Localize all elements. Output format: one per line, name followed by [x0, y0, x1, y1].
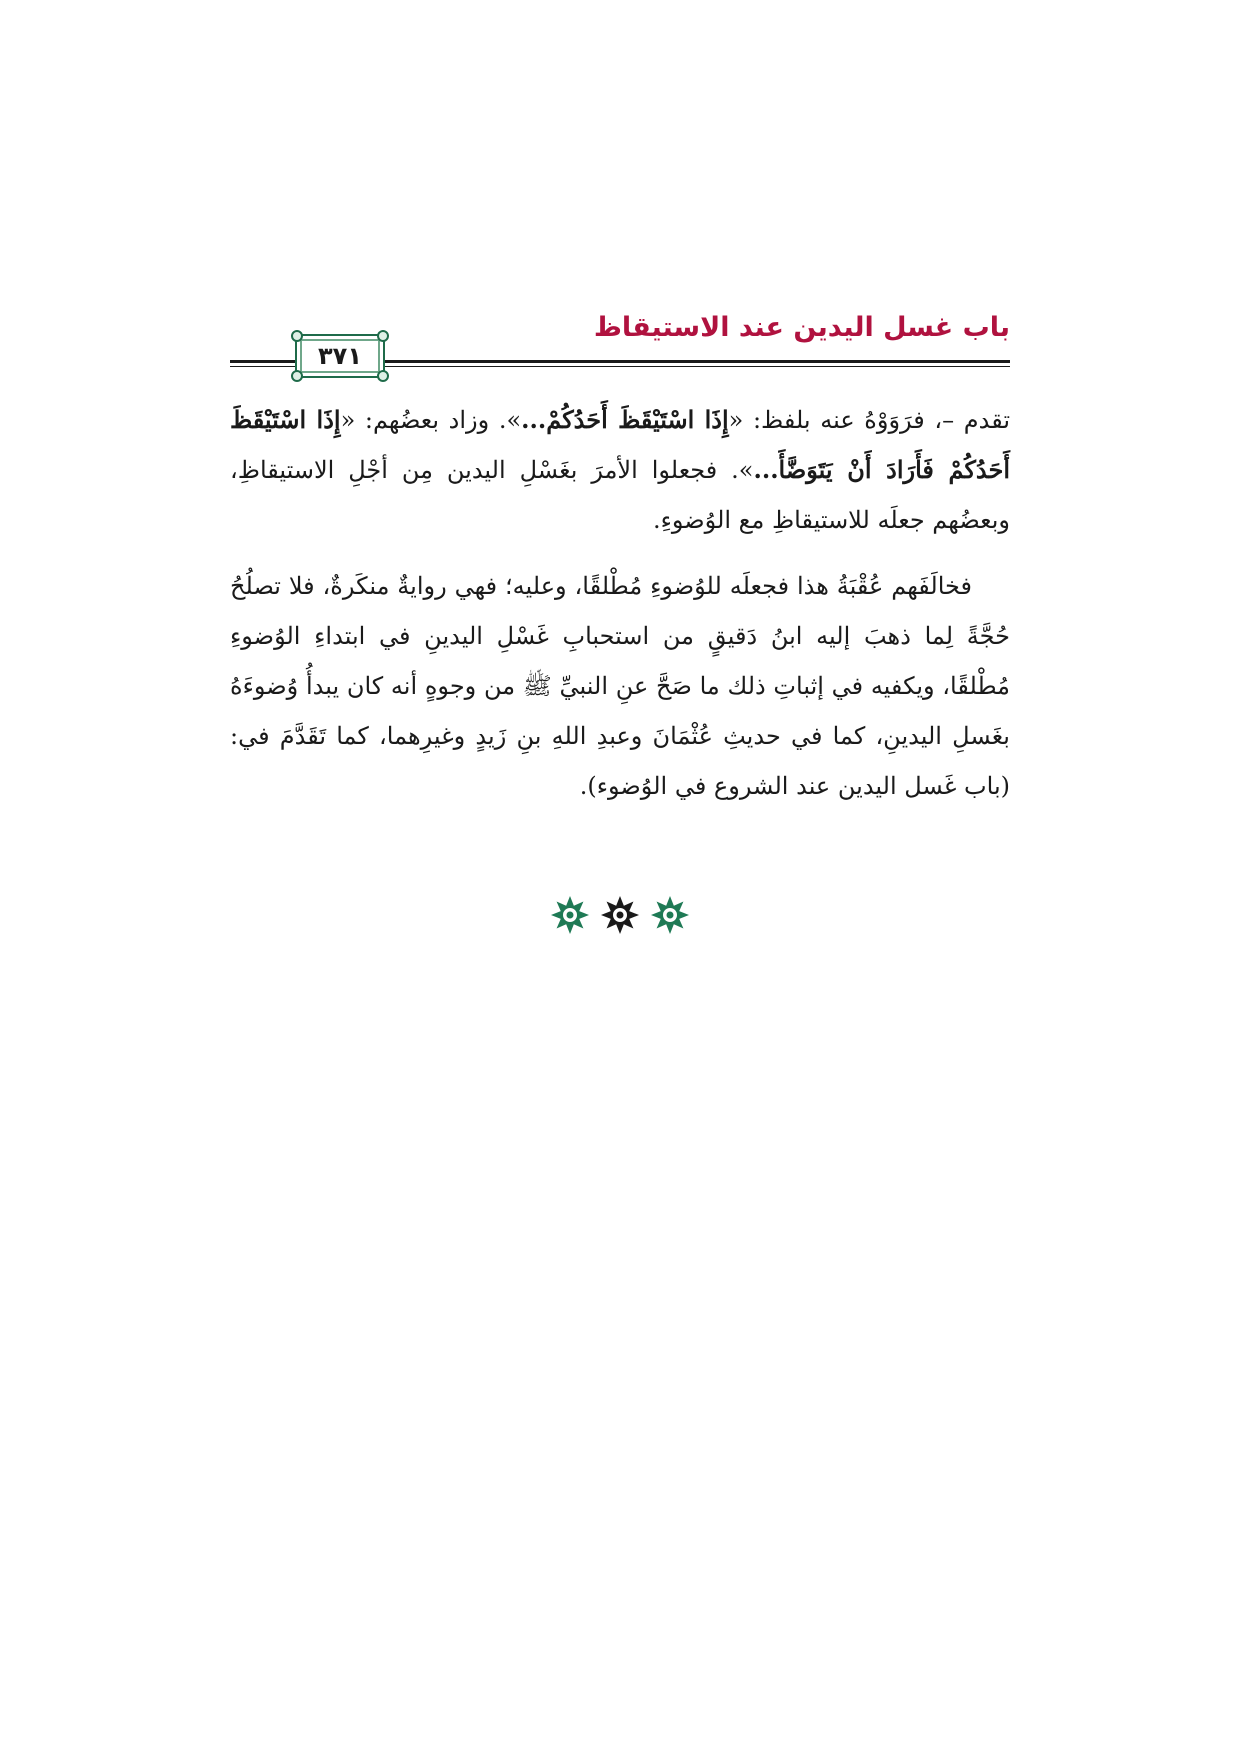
page-number-badge — [295, 334, 385, 378]
hadith-quote-2: إِذَا اسْتَيْقَظَ أَحَدُكُمْ فَأَرَادَ أَنْ يَتَوَضَّأَ... — [230, 405, 1011, 484]
paragraph-1-text: ». وزاد بعضُهم: « — [340, 406, 522, 434]
page-header — [230, 312, 1010, 384]
flower-ornament-icon — [600, 895, 640, 935]
paragraph-1-text: ». فجعلوا الأمرَ بغَسْلِ اليدين مِن أجْلِ الاستيقاظِ، وبعضُهم جعلَه للاستيقاظِ مع الوُضوءِ. — [230, 456, 1010, 534]
flower-ornament-icon — [650, 895, 690, 935]
paragraph-1 — [230, 395, 1010, 545]
page-number: ٣٧١ — [318, 342, 362, 370]
paragraph-2: فخالَفَهم عُقْبَةُ هذا فجعلَه للوُضوءِ مُطْلقًا، وعليه؛ فهي روايةٌ منكَرةٌ، فلا تصلُحُ حُجَّةً لِما ذهبَ إليه ابنُ دَقيقٍ من استحبابِ غَسْلِ اليدينِ في ابتداءِ الوُضوءِ مُطْلقًا، ويكفيه في إثباتِ ذلك ما صَحَّ عنِ النبيِّ ﷺ من وجوهٍ أنه كان يبدأُ وُضوءَهُ بغَسلِ اليدينِ، كما في حديثِ عُثْمَانَ وعبدِ اللهِ بنِ زَيدٍ وغيرِهما، كما تَقَدَّمَ في: (باب غَسل اليدين عند الشروع في الوُضوء). — [230, 572, 1010, 800]
flower-ornament-icon — [550, 895, 590, 935]
badge-corner-ornament — [291, 330, 303, 342]
page-body — [230, 395, 1010, 811]
badge-corner-ornament — [291, 370, 303, 382]
badge-corner-ornament — [377, 330, 389, 342]
section-end-ornaments — [0, 895, 1240, 935]
chapter-title: باب غسل اليدين عند الاستيقاظ — [593, 312, 1010, 343]
badge-corner-ornament — [377, 370, 389, 382]
paragraph-1-text: تقدم –، فرَوَوْهُ عنه بلفظ: « — [728, 406, 1011, 434]
hadith-quote-1: إِذَا اسْتَيْقَظَ أَحَدُكُمْ... — [521, 405, 729, 434]
